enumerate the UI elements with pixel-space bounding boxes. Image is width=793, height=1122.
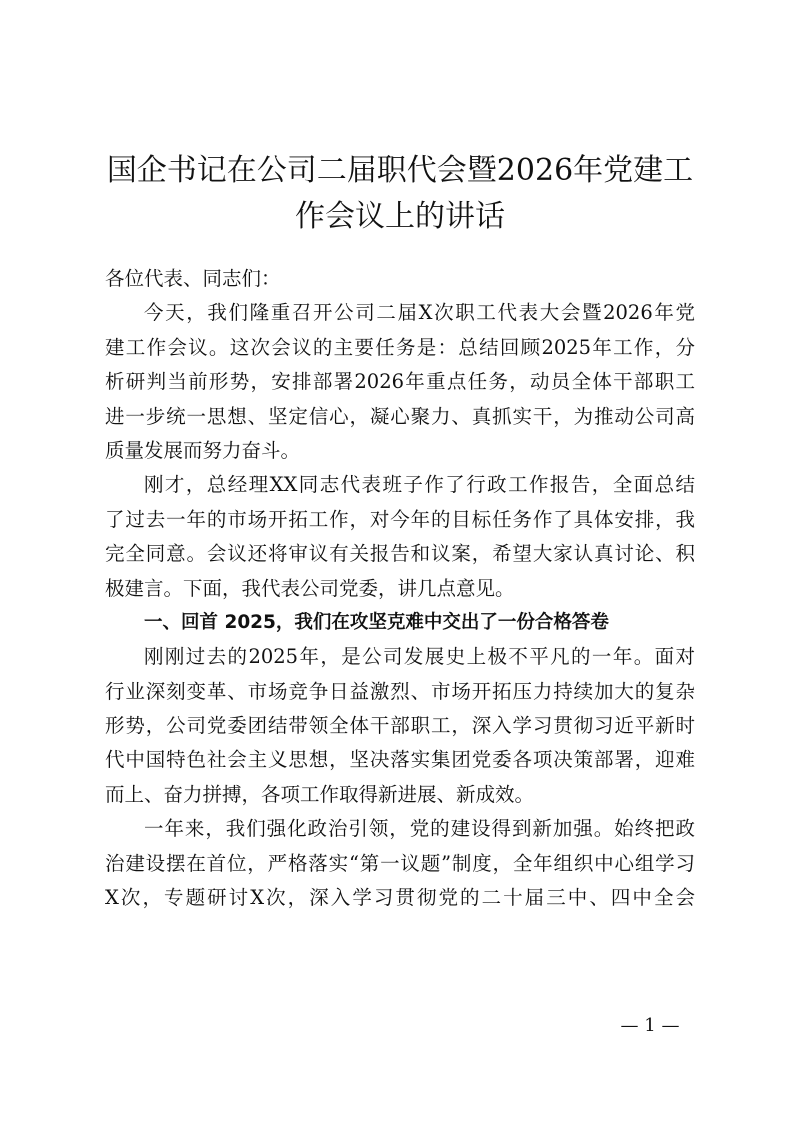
- paragraph-3-line-4: 代中国特色社会主义思想，坚决落实集团党委各项决策部署，迎难: [105, 748, 695, 772]
- title-line-2: 作会议上的讲话: [295, 199, 505, 234]
- paragraph-1-line-2: 建工作会议。这次会议的主要任务是：总结回顾2025年工作，分: [105, 335, 695, 359]
- paragraph-2-line-3: 完全同意。会议还将审议有关报告和议案，希望大家认真讨论、积: [105, 542, 695, 566]
- paragraph-4-line-2: 治建设摆在首位，严格落实“第一议题”制度，全年组织中心组学习: [105, 851, 695, 875]
- paragraph-4-line-3: X次，专题研讨X次，深入学习贯彻党的二十届三中、四中全会: [105, 886, 695, 910]
- document-title: [105, 148, 695, 240]
- title-line-1: 国企书记在公司二届职代会暨2026年党建工: [106, 153, 694, 188]
- paragraph-3-line-5: 而上、奋力拼搏，各项工作取得新进展、新成效。: [105, 782, 535, 806]
- section-heading-1: 一、回首 2025，我们在攻坚克难中交出了一份合格答卷: [144, 611, 609, 633]
- salutation-line: 各位代表、同志们：: [105, 267, 281, 290]
- paragraph-3-line-3: 形势，公司党委团结带领全体干部职工，深入学习贯彻习近平新时: [105, 714, 695, 738]
- paragraph-4-line-1: 一年来，我们强化政治引领，党的建设得到新加强。始终把政: [144, 817, 695, 841]
- document-body: [105, 262, 695, 915]
- page-number: — 1 —: [620, 1015, 680, 1036]
- paragraph-1-line-3: 析研判当前形势，安排部署2026年重点任务，动员全体干部职工: [105, 370, 695, 394]
- paragraph-3-line-1: 刚刚过去的2025年，是公司发展史上极不平凡的一年。面对: [144, 645, 695, 669]
- paragraph-2-line-2: 了过去一年的市场开拓工作，对今年的目标任务作了具体安排，我: [105, 507, 695, 531]
- paragraph-1-line-1: 今天，我们隆重召开公司二届X次职工代表大会暨2026年党: [144, 301, 695, 325]
- paragraph-1-line-5: 质量发展而努力奋斗。: [105, 438, 301, 462]
- paragraph-2-line-4: 极建言。下面，我代表公司党委，讲几点意见。: [105, 576, 515, 600]
- paragraph-3-line-2: 行业深刻变革、市场竞争日益激烈、市场开拓压力持续加大的复杂: [105, 679, 695, 703]
- paragraph-2-line-1: 刚才，总经理XX同志代表班子作了行政工作报告，全面总结: [144, 473, 695, 497]
- paragraph-1-line-4: 进一步统一思想、坚定信心，凝心聚力、真抓实干，为推动公司高: [105, 404, 695, 428]
